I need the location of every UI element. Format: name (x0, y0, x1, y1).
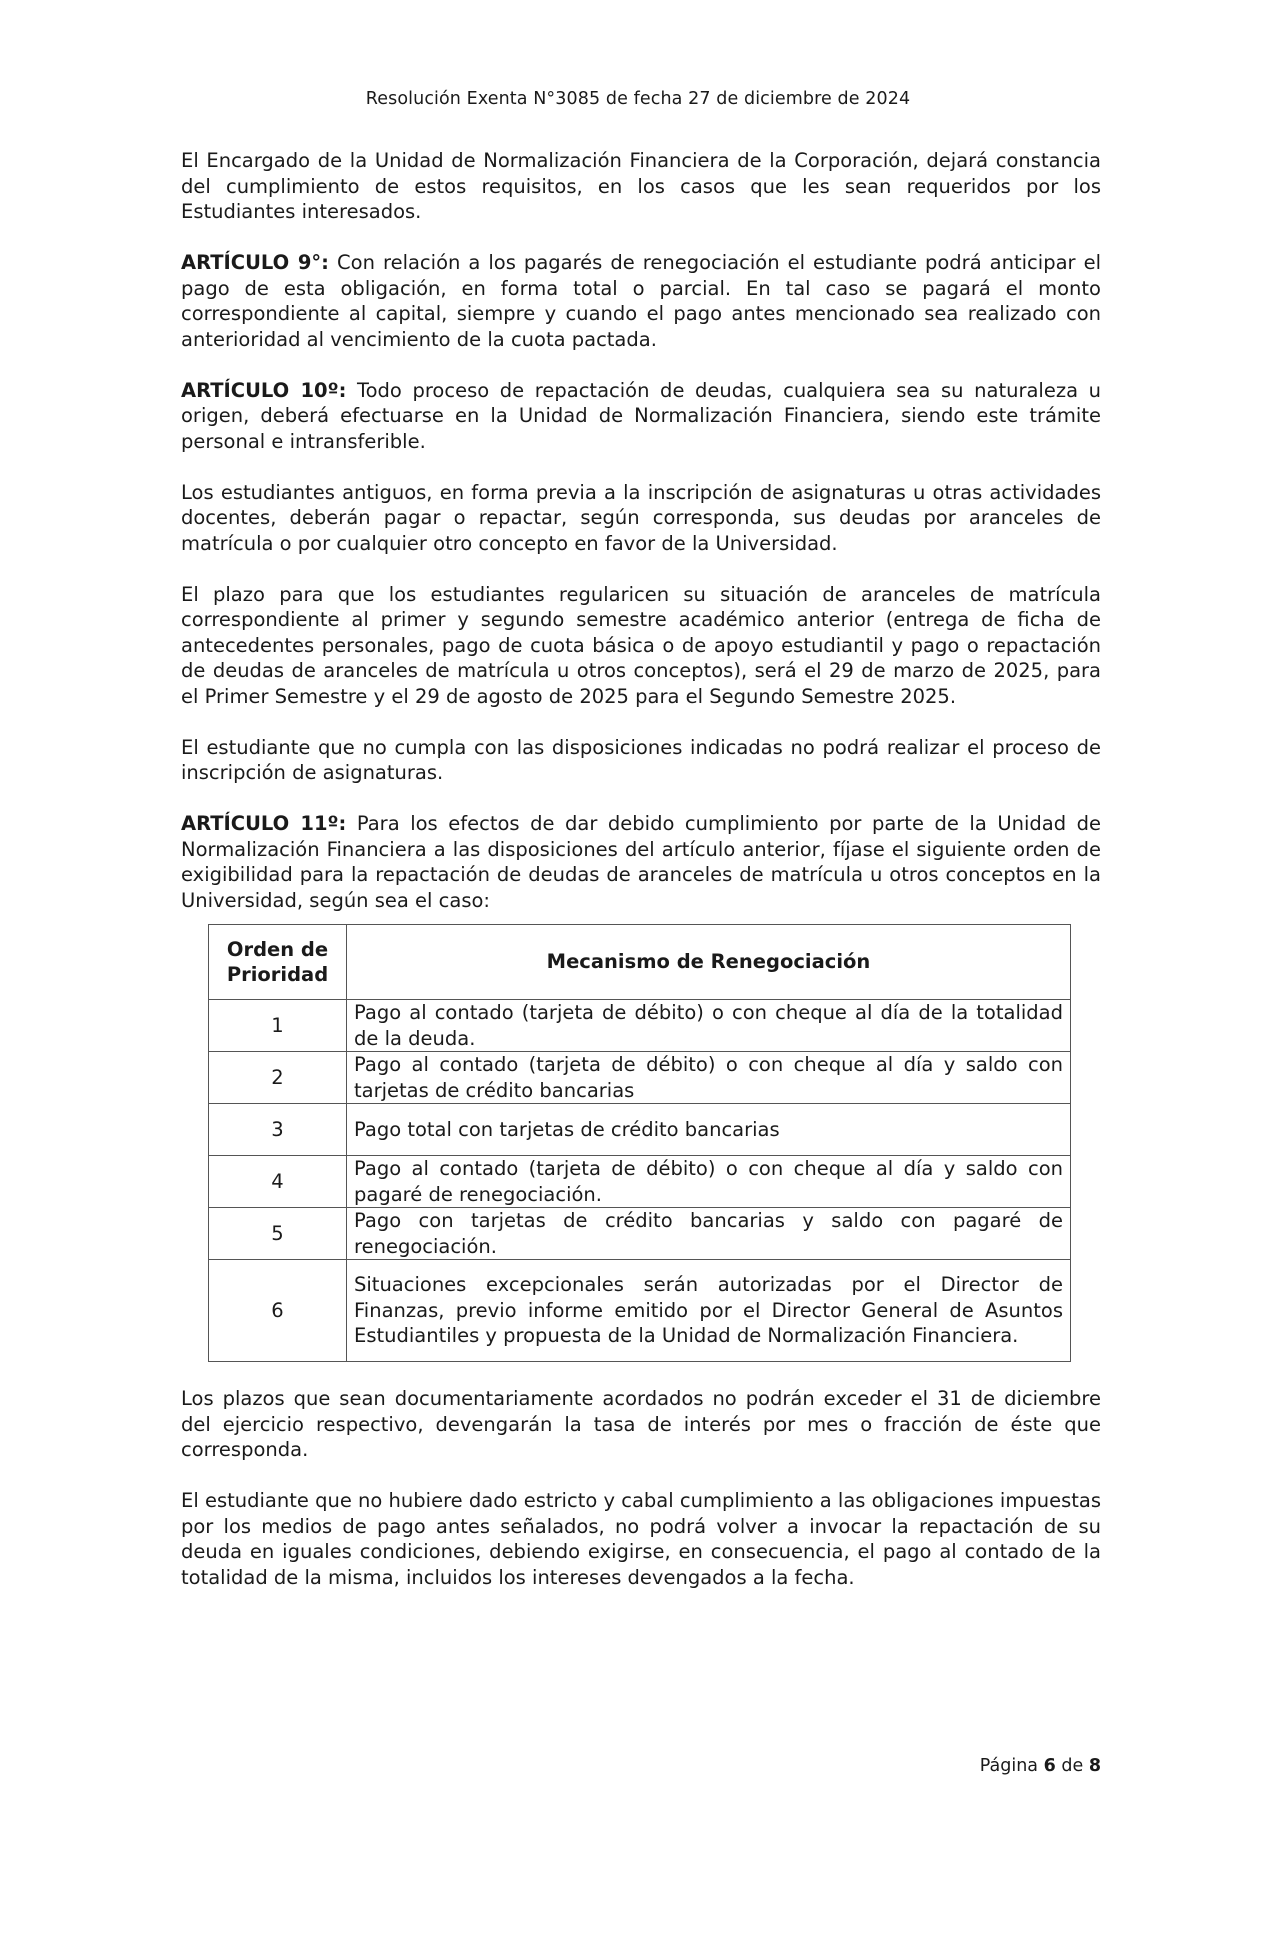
header-orden-line2: Prioridad (226, 963, 329, 986)
table-row (209, 1104, 1071, 1156)
table-row (209, 1156, 1071, 1208)
paragraph-incumplimiento: El estudiante que no hubiere dado estricto y cabal cumplimiento a las obligaciones impuestas por los medios de pago antes señalados, no podrá volver a invocar la repactación de su deuda en iguales condiciones, debiendo exigirse, en consecuencia, el pago al contado de la totalidad de la misma, incluidos los intereses devengados a la fecha. (181, 1489, 1101, 1589)
article-11 (181, 811, 1101, 913)
page-of: de (1061, 1756, 1084, 1776)
paragraph-encargado: El Encargado de la Unidad de Normalización Financiera de la Corporación, dejará constancia del cumplimiento de estos requisitos, en los casos que les sean requeridos por los Estudiantes interesados. (181, 149, 1101, 223)
document-body (181, 148, 1101, 1590)
priority-number: 5 (209, 1208, 347, 1260)
paragraph-plazos-acordados: Los plazos que sean documentariamente acordados no podrán exceder el 31 de diciembre del ejercicio respectivo, devengarán la tasa de interés por mes o fracción de éste que corresponda. (181, 1387, 1101, 1461)
table-row (209, 1260, 1071, 1362)
page-word: Página (979, 1756, 1039, 1776)
header-orden-line1: Orden de (226, 937, 329, 961)
article-10 (181, 378, 1101, 455)
mechanism-text: Pago con tarjetas de crédito bancarias y saldo con pagaré de renegociación. (347, 1208, 1071, 1260)
paragraph-no-cumpla: El estudiante que no cumpla con las disposiciones indicadas no podrá realizar el proceso de inscripción de asignaturas. (181, 735, 1101, 784)
mechanism-text: Pago al contado (tarjeta de débito) o con cheque al día de la totalidad de la deuda. (347, 1000, 1071, 1052)
table-row (209, 1000, 1071, 1052)
mechanism-text: Pago al contado (tarjeta de débito) o con cheque al día y saldo con pagaré de renegociación. (347, 1156, 1071, 1208)
table-row (209, 1052, 1071, 1104)
header-orden-prioridad (209, 925, 347, 1000)
paragraph-plazo: El plazo para que los estudiantes regularicen su situación de aranceles de matrícula correspondiente al primer y segundo semestre académico anterior (entrega de ficha de antecedentes personales, pago de cuota básica o de apoyo estudiantil y pago o repactación de deudas de aranceles de matrícula u otros conceptos), será el 29 de marzo de 2025, para el Primer Semestre y el 29 de agosto de 2025 para el Segundo Semestre 2025. (181, 582, 1101, 708)
priority-table (208, 924, 1071, 1362)
priority-number: 3 (209, 1104, 347, 1156)
mechanism-text: Pago al contado (tarjeta de débito) o con cheque al día y saldo con tarjetas de crédito bancarias (347, 1052, 1071, 1104)
priority-number: 6 (209, 1260, 347, 1362)
paragraph-estudiantes-antiguos: Los estudiantes antiguos, en forma previa a la inscripción de asignaturas u otras actividades docentes, deberán pagar o repactar, según corresponda, sus deudas por aranceles de matrícula o por cualquier otro concepto en favor de la Universidad. (181, 480, 1101, 555)
page-total: 8 (1088, 1756, 1101, 1776)
page-number (980, 1756, 1101, 1776)
article-9-text: Con relación a los pagarés de renegociación el estudiante podrá anticipar el pago de esta obligación, en forma total o parcial. En tal caso se pagará el monto correspondiente al capital, siempre y cuando el pago antes mencionado sea realizado con anterioridad al vencimiento de la cuota pactada. (181, 251, 1101, 351)
mechanism-text: Pago total con tarjetas de crédito bancarias (347, 1104, 1071, 1156)
article-10-text: Todo proceso de repactación de deudas, cualquiera sea su naturaleza u origen, deberá efectuarse en la Unidad de Normalización Financiera, siendo este trámite personal e intransferible. (181, 378, 1101, 453)
article-11-text: Para los efectos de dar debido cumplimiento por parte de la Unidad de Normalización Financiera a las disposiciones del artículo anterior, fíjase el siguiente orden de exigibilidad para la repactación de deudas de aranceles de matrícula u otros conceptos en la Universidad, según sea el caso: (181, 812, 1101, 912)
priority-number: 2 (209, 1052, 347, 1104)
priority-number: 1 (209, 1000, 347, 1052)
mechanism-text: Situaciones excepcionales serán autorizadas por el Director de Finanzas, previo informe emitido por el Director General de Asuntos Estudiantiles y propuesta de la Unidad de Normalización Financiera. (347, 1260, 1071, 1362)
priority-number: 4 (209, 1156, 347, 1208)
article-11-label: ARTÍCULO 11º: (181, 812, 347, 835)
header-mecanismo: Mecanismo de Renegociación (347, 925, 1071, 1000)
table-header-row (209, 925, 1071, 1000)
article-10-label: ARTÍCULO 10º: (181, 378, 347, 402)
page-current: 6 (1043, 1756, 1056, 1776)
article-9 (181, 250, 1101, 352)
document-header: Resolución Exenta N°3085 de fecha 27 de diciembre de 2024 (365, 89, 911, 109)
table-row (209, 1208, 1071, 1260)
article-9-label: ARTÍCULO 9°: (181, 251, 329, 274)
